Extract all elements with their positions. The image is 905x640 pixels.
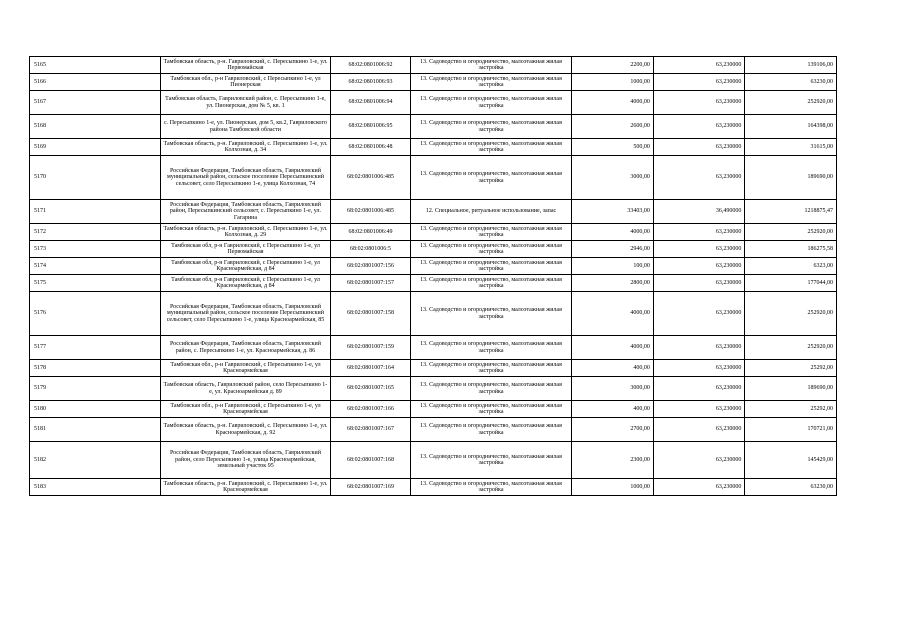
address-cell: Тамбовская область, р-н. Гавриловский, с. Пересыпкино 1-е, ул. Красноармейская [160,479,331,496]
address-cell: Тамбовская обл, р-н Гавриловский, с Пересыпкино 1-е, ул Первомайская [160,241,331,258]
table-row [30,115,837,139]
cadastral-number-cell: 68:02:0801007:158 [331,292,410,336]
address-cell: Российская Федерация, Тамбовская область, Гавриловский район, Пересыпкинский сельсовет, с. Пересыпкино 1-е, ул. Гагарина [160,200,331,224]
area-cell: 4000,00 [572,336,653,360]
area-cell: 2800,00 [572,275,653,292]
table-row [30,401,837,418]
cadastral-value-cell: 189690,00 [745,156,837,200]
row-number-cell: 5181 [30,418,161,442]
cadastral-value-cell: 31615,00 [745,139,837,156]
row-number-cell: 5170 [30,156,161,200]
area-cell: 2700,00 [572,418,653,442]
table-body [30,57,837,496]
land-use-cell: 13. Садоводство и огородничество, малоэтажная жилая застройка [410,442,572,479]
rate-cell: 63,230000 [653,418,745,442]
land-use-cell: 13. Садоводство и огородничество, малоэтажная жилая застройка [410,91,572,115]
land-use-cell: 13. Садоводство и огородничество, малоэтажная жилая застройка [410,139,572,156]
cadastral-number-cell: 68:02:0801007:159 [331,336,410,360]
row-number-cell: 5183 [30,479,161,496]
rate-cell: 63,230000 [653,442,745,479]
address-cell: Тамбовская обл., р-н Гавриловский, с Пересыпкино 1-е, ул Красноармейская [160,401,331,418]
land-use-cell: 13. Садоводство и огородничество, малоэтажная жилая застройка [410,479,572,496]
rate-cell: 63,230000 [653,224,745,241]
rate-cell: 63,230000 [653,336,745,360]
cadastral-number-cell: 68:02:0801006:94 [331,91,410,115]
address-cell: Тамбовская область, р-н. Гавриловский, с. Пересыпкино 1-е, ул. Первомайская [160,57,331,74]
rate-cell: 63,230000 [653,57,745,74]
area-cell: 2200,00 [572,57,653,74]
table-row [30,74,837,91]
cadastral-value-cell: 252920,00 [745,336,837,360]
area-cell: 3000,00 [572,377,653,401]
cadastral-value-cell: 63230,00 [745,74,837,91]
cadastral-value-cell: 164398,00 [745,115,837,139]
address-cell: Тамбовская обл, р-н Гавриловский, с Пересыпкино 1-е, ул Красноармейская, д 84 [160,258,331,275]
land-use-cell: 13. Садоводство и огородничество, малоэтажная жилая застройка [410,292,572,336]
table-row [30,377,837,401]
row-number-cell: 5172 [30,224,161,241]
land-use-cell: 13. Садоводство и огородничество, малоэтажная жилая застройка [410,258,572,275]
cadastral-number-cell: 68:02:0801006:485 [331,200,410,224]
cadastral-number-cell: 68:02:0801006:92 [331,57,410,74]
row-number-cell: 5174 [30,258,161,275]
land-use-cell: 13. Садоводство и огородничество, малоэтажная жилая застройка [410,275,572,292]
rate-cell: 63,230000 [653,139,745,156]
address-cell: Тамбовская обл, р-н Гавриловский, с Пересыпкино 1-е, ул Красноармейская, д 84 [160,275,331,292]
land-use-cell: 13. Садоводство и огородничество, малоэтажная жилая застройка [410,241,572,258]
table-row [30,200,837,224]
area-cell: 4000,00 [572,292,653,336]
table-row [30,442,837,479]
area-cell: 33403,00 [572,200,653,224]
cadastral-number-cell: 68:02:0801006:48 [331,139,410,156]
area-cell: 400,00 [572,401,653,418]
area-cell: 1000,00 [572,479,653,496]
cadastral-number-cell: 68:02:0801006:485 [331,156,410,200]
cadastral-value-cell: 6323,00 [745,258,837,275]
rate-cell: 36,490000 [653,200,745,224]
rate-cell: 63,230000 [653,74,745,91]
land-use-cell: 12. Специальное, ритуальное использование, запас [410,200,572,224]
table-row [30,224,837,241]
address-cell: Российская Федерация, Тамбовская область, Гавриловский муниципальный район, сельское поселение Пересыпкинский сельсовет, село Пересыпкино 1-е, улица Колхозная, 74 [160,156,331,200]
cadastral-value-cell: 186275,58 [745,241,837,258]
cadastral-number-cell: 68:02:0801007:165 [331,377,410,401]
rate-cell: 63,230000 [653,241,745,258]
table-row [30,57,837,74]
row-number-cell: 5182 [30,442,161,479]
cadastral-value-cell: 189690,00 [745,377,837,401]
rate-cell: 63,230000 [653,275,745,292]
address-cell: Тамбовская область, Гавриловский район, село Пересыпкино 1-е, ул. Красноармейская д. 89 [160,377,331,401]
row-number-cell: 5176 [30,292,161,336]
rate-cell: 63,230000 [653,401,745,418]
cadastral-number-cell: 68:02:0801007:156 [331,258,410,275]
row-number-cell: 5167 [30,91,161,115]
cadastral-number-cell: 68:02:0801007:157 [331,275,410,292]
cadastral-value-cell: 252920,00 [745,91,837,115]
land-use-cell: 13. Садоводство и огородничество, малоэтажная жилая застройка [410,377,572,401]
row-number-cell: 5169 [30,139,161,156]
cadastral-number-cell: 68:02:0801006:49 [331,224,410,241]
area-cell: 400,00 [572,360,653,377]
cadastral-value-cell: 1218875,47 [745,200,837,224]
area-cell: 100,00 [572,258,653,275]
cadastral-value-cell: 177044,00 [745,275,837,292]
land-use-cell: 13. Садоводство и огородничество, малоэтажная жилая застройка [410,115,572,139]
row-number-cell: 5178 [30,360,161,377]
cadastral-number-cell: 68:02:0801007:164 [331,360,410,377]
address-cell: Российская Федерация, Тамбовская область, Гавриловский район, с. Пересыпкино 1-е, ул. Красноармейская, д. 86 [160,336,331,360]
address-cell: Российская Федерация, Тамбовская область, Гавриловский муниципальный район, сельское поселение Пересыпкинский сельсовет, село Пересыпкино 1-е, улица Красноармейская, 85 [160,292,331,336]
land-use-cell: 13. Садоводство и огородничество, малоэтажная жилая застройка [410,224,572,241]
table-row [30,156,837,200]
address-cell: с. Пересыпкино 1-е, ул. Пионерская, дом 5, кв.2, Гавриловского района Тамбовской области [160,115,331,139]
address-cell: Тамбовская область, р-н. Гавриловский, с. Пересыпкино 1-е, ул. Колхозная, д. 34 [160,139,331,156]
table-row [30,336,837,360]
area-cell: 1000,00 [572,74,653,91]
land-use-cell: 13. Садоводство и огородничество, малоэтажная жилая застройка [410,360,572,377]
rate-cell: 63,230000 [653,115,745,139]
cadastral-value-cell: 252920,00 [745,292,837,336]
rate-cell: 63,230000 [653,91,745,115]
rate-cell: 63,230000 [653,377,745,401]
table-row [30,292,837,336]
land-use-cell: 13. Садоводство и огородничество, малоэтажная жилая застройка [410,418,572,442]
area-cell: 2946,00 [572,241,653,258]
table-row [30,139,837,156]
area-cell: 500,00 [572,139,653,156]
rate-cell: 63,230000 [653,360,745,377]
rate-cell: 63,230000 [653,479,745,496]
table-row [30,241,837,258]
row-number-cell: 5168 [30,115,161,139]
cadastral-value-cell: 25292,00 [745,401,837,418]
row-number-cell: 5166 [30,74,161,91]
address-cell: Тамбовская область, р-н. Гавриловский, с. Пересыпкино 1-е, ул. Колхозная, д. 29 [160,224,331,241]
area-cell: 3000,00 [572,156,653,200]
land-use-cell: 13. Садоводство и огородничество, малоэтажная жилая застройка [410,336,572,360]
land-cadastral-value-table [29,56,837,496]
cadastral-number-cell: 68:02:0801007:167 [331,418,410,442]
cadastral-number-cell: 68:02:0801007:169 [331,479,410,496]
row-number-cell: 5171 [30,200,161,224]
table-row [30,275,837,292]
cadastral-number-cell: 68:02:0801007:166 [331,401,410,418]
address-cell: Тамбовская область, р-н. Гавриловский, с. Пересыпкино 1-е, ул. Красноармейская, д. 92 [160,418,331,442]
row-number-cell: 5175 [30,275,161,292]
table-row [30,418,837,442]
table-row [30,91,837,115]
cadastral-value-cell: 252920,00 [745,224,837,241]
cadastral-number-cell: 68:02:0801006:95 [331,115,410,139]
cadastral-number-cell: 68:02:0801006:93 [331,74,410,91]
row-number-cell: 5179 [30,377,161,401]
area-cell: 2600,00 [572,115,653,139]
rate-cell: 63,230000 [653,258,745,275]
address-cell: Тамбовская обл., р-н Гавриловский, с Пересыпкино 1-е, ул Пионерская [160,74,331,91]
cadastral-value-cell: 25292,00 [745,360,837,377]
area-cell: 4000,00 [572,224,653,241]
row-number-cell: 5180 [30,401,161,418]
land-use-cell: 13. Садоводство и огородничество, малоэтажная жилая застройка [410,74,572,91]
land-use-cell: 13. Садоводство и огородничество, малоэтажная жилая застройка [410,401,572,418]
cadastral-value-cell: 63230,00 [745,479,837,496]
cadastral-number-cell: 68:02:0801006:5 [331,241,410,258]
cadastral-value-cell: 170721,00 [745,418,837,442]
area-cell: 4000,00 [572,91,653,115]
land-use-cell: 13. Садоводство и огородничество, малоэтажная жилая застройка [410,156,572,200]
address-cell: Тамбовская обл., р-н Гавриловский, с Пересыпкино 1-е, ул Красноармейская [160,360,331,377]
table-row [30,479,837,496]
rate-cell: 63,230000 [653,292,745,336]
table-row [30,360,837,377]
row-number-cell: 5173 [30,241,161,258]
land-use-cell: 13. Садоводство и огородничество, малоэтажная жилая застройка [410,57,572,74]
address-cell: Российская Федерация, Тамбовская область, Гавриловский район, село Пересыпкино 1-е, улица Красноармейская, земельный участок 95 [160,442,331,479]
row-number-cell: 5165 [30,57,161,74]
cadastral-value-cell: 145429,00 [745,442,837,479]
cadastral-number-cell: 68:02:0801007:168 [331,442,410,479]
area-cell: 2300,00 [572,442,653,479]
cadastral-value-cell: 139106,00 [745,57,837,74]
row-number-cell: 5177 [30,336,161,360]
address-cell: Тамбовская область, Гавриловский район, с. Пересыпкино 1-е, ул. Пионерская, дом № 5, кв. 1 [160,91,331,115]
table-row [30,258,837,275]
rate-cell: 63,230000 [653,156,745,200]
